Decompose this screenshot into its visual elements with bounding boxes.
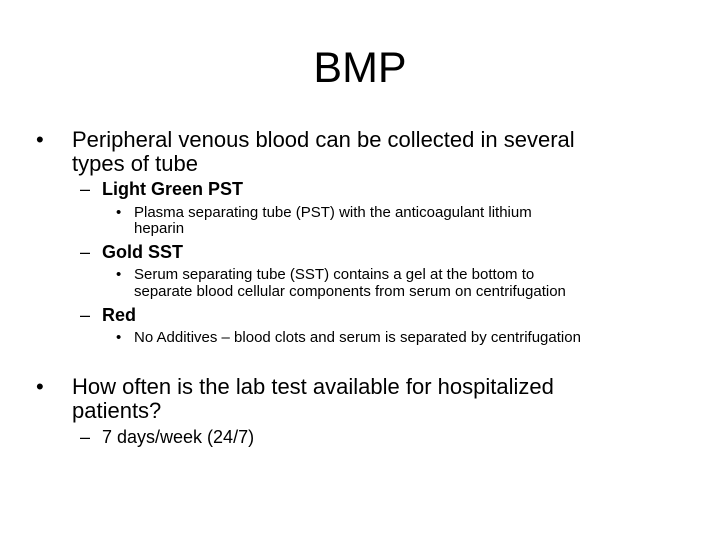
sub-1-marker: – (80, 179, 91, 199)
sub-3-marker: – (80, 305, 91, 325)
bullet-1-line-1: Peripheral venous blood can be collected in several (72, 127, 575, 152)
sub-3-label: Red (102, 305, 137, 325)
sub-1-label: Light Green PST (102, 179, 244, 199)
sub-1-detail-line-1: Plasma separating tube (PST) with the anticoagulant lithium (134, 204, 532, 221)
sub-2-detail-line-2: separate blood cellular components from serum on centrifugation (134, 283, 566, 300)
sub-4-marker: – (80, 427, 91, 447)
sub-1-detail-line-2: heparin (134, 220, 185, 237)
bullet-2-line-2: patients? (72, 398, 162, 423)
bullet-2-marker: • (36, 374, 44, 399)
sub-2-label: Gold SST (102, 242, 183, 262)
sub-4-label: 7 days/week (24/7) (102, 427, 255, 447)
bullet-1-marker: • (36, 127, 44, 152)
sub-2-detail-marker: • (116, 266, 122, 283)
sub-3-detail-line-1: No Additives – blood clots and serum is separated by centrifugation (134, 329, 581, 346)
bullet-2-line-1: How often is the lab test available for hospitalized (72, 374, 554, 399)
sub-2-detail-line-1: Serum separating tube (SST) contains a gel at the bottom to (134, 266, 535, 283)
sub-1-detail-marker: • (116, 204, 122, 221)
bullet-1-line-2: types of tube (72, 151, 198, 176)
slide-title: BMP (313, 44, 407, 92)
sub-3-detail-marker: • (116, 329, 122, 346)
sub-2-marker: – (80, 242, 91, 262)
